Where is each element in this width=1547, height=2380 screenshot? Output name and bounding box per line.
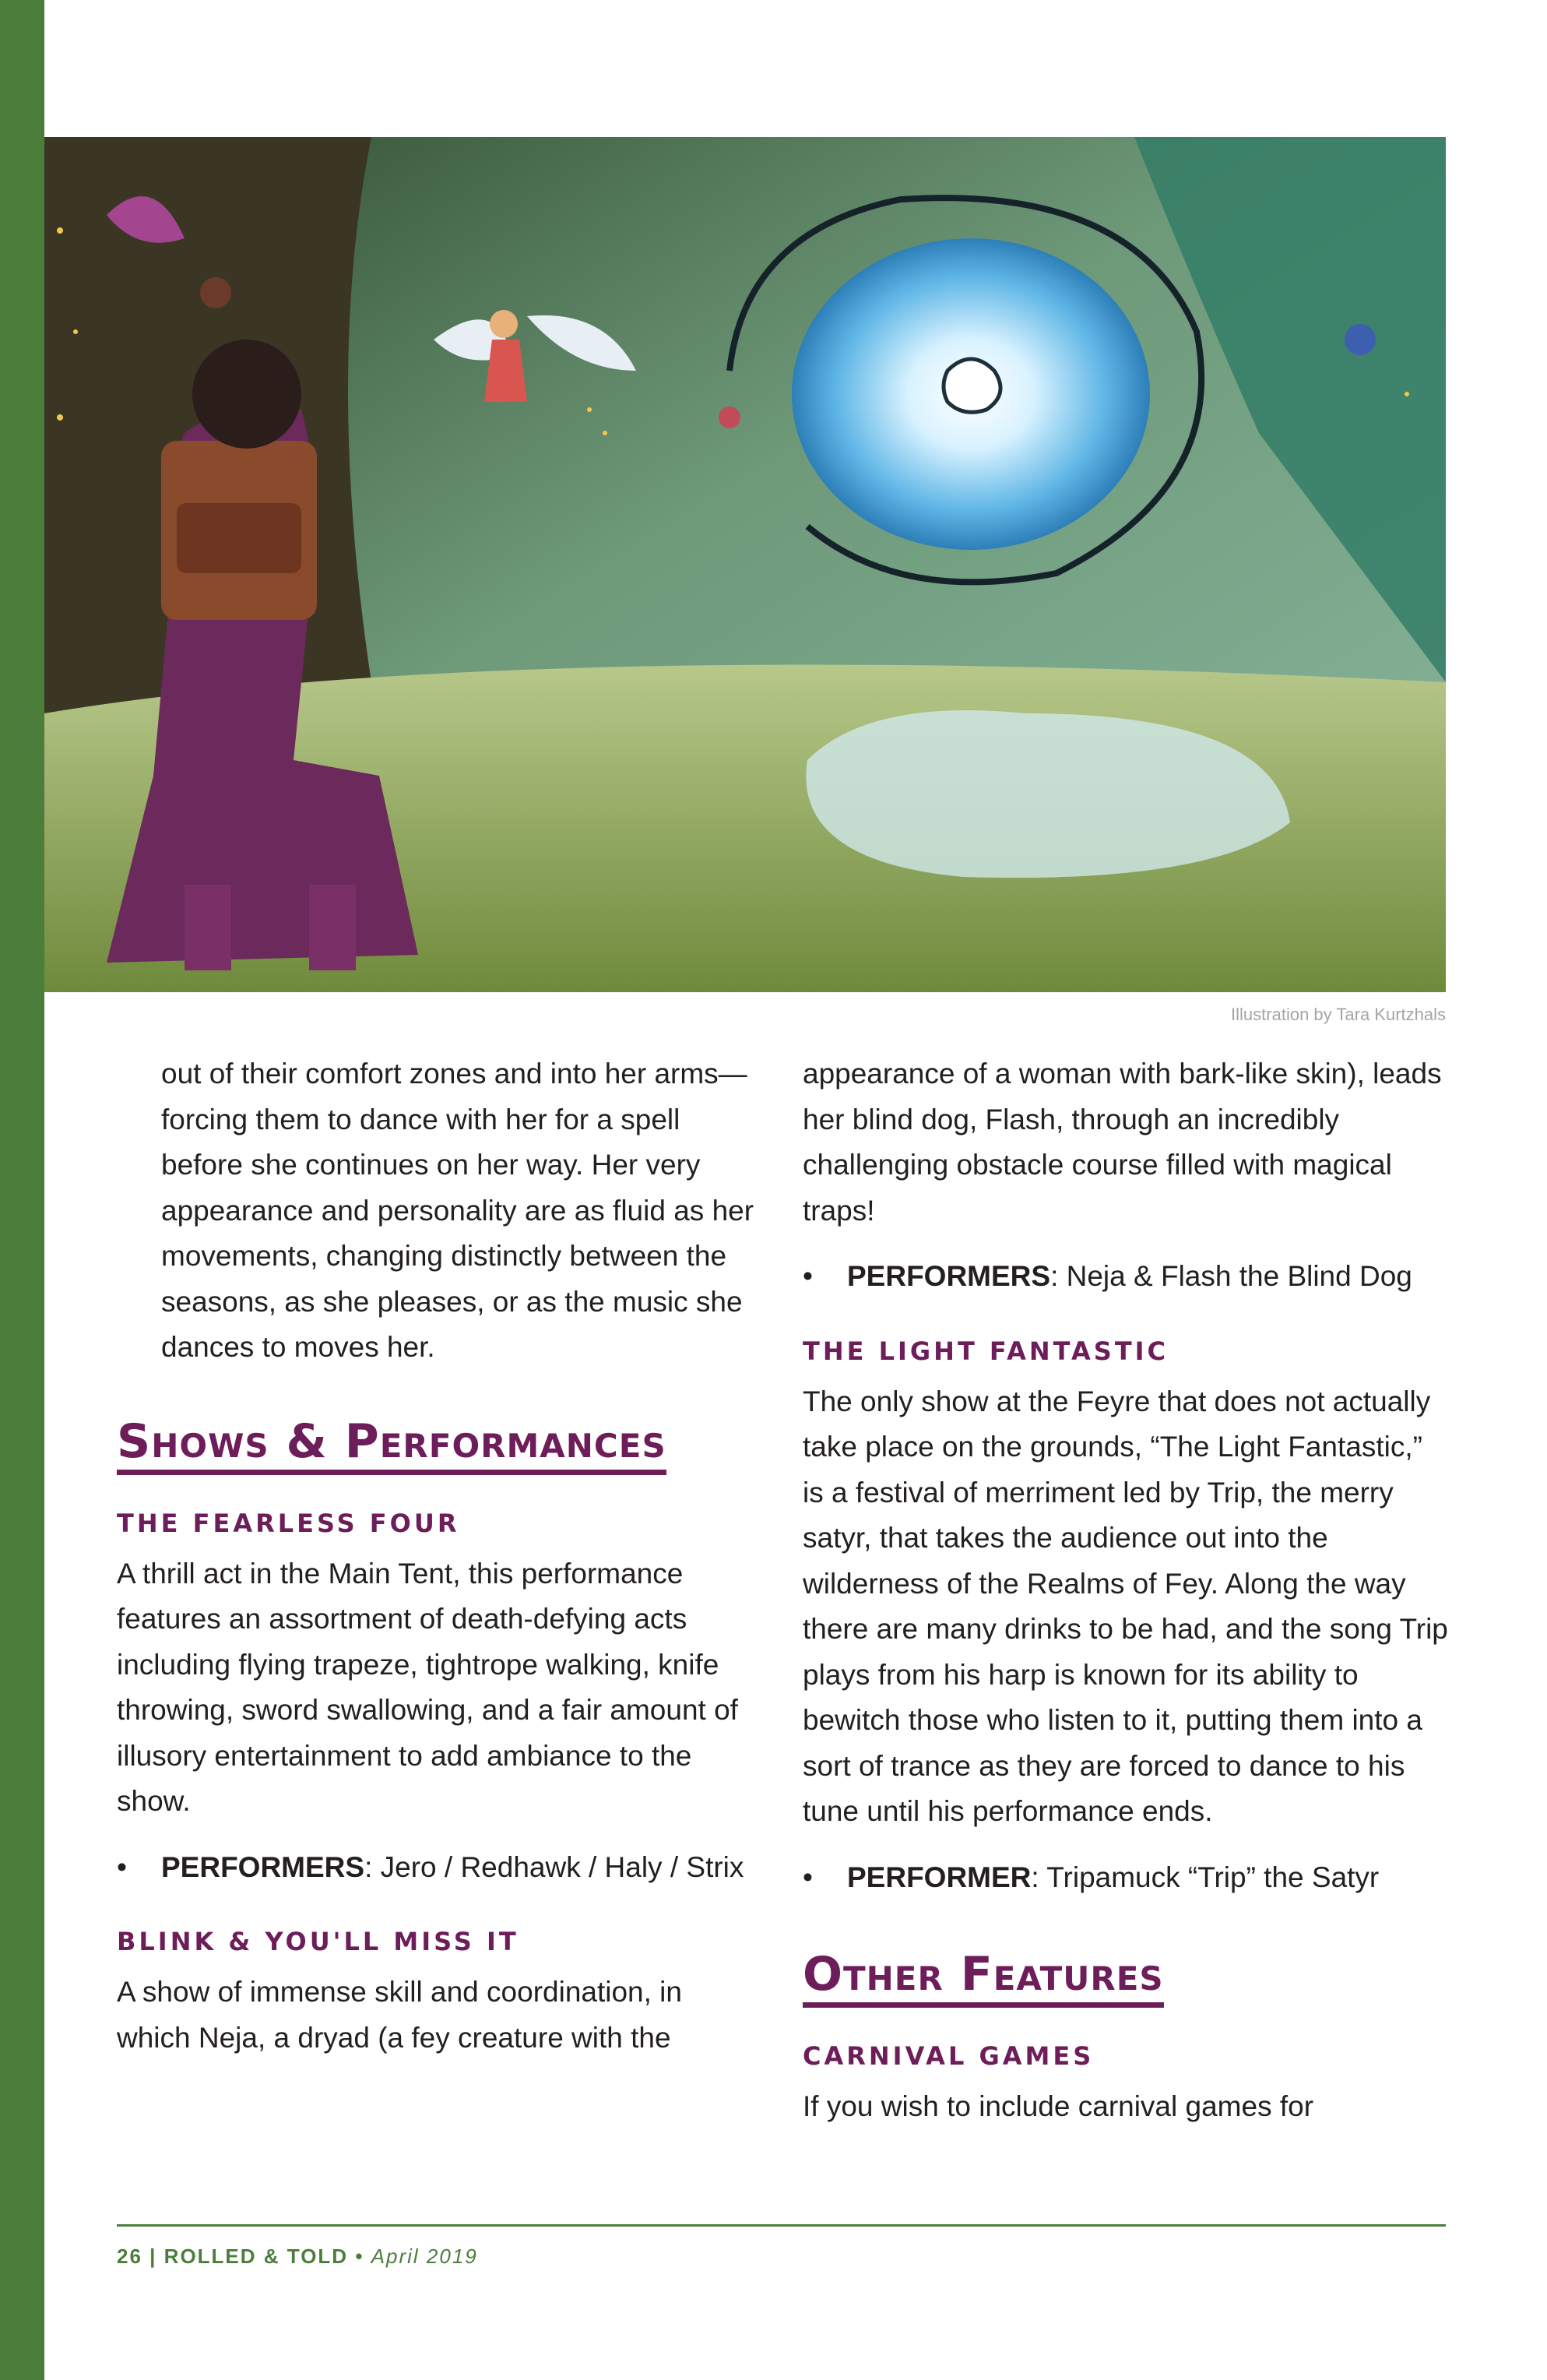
footer-rule [117, 2224, 1446, 2227]
page-footer [117, 2244, 478, 2269]
performers-label: PERFORMERS [161, 1850, 365, 1883]
fearless-four-heading: THE FEARLESS FOUR [117, 1508, 460, 1538]
page-number: 26 [117, 2244, 142, 2268]
performers-label: PERFORMERS [847, 1260, 1051, 1292]
performer-value: : Tripamuck “Trip” the Satyr [1031, 1861, 1380, 1893]
fairy-grotto-illustration [44, 137, 1446, 992]
light-fantastic-performer [803, 1855, 1449, 1901]
bullet-glyph: • [117, 1850, 127, 1883]
footer-separator: | [149, 2244, 157, 2268]
performer-label: PERFORMER [847, 1861, 1032, 1893]
magazine-name: ROLLED & TOLD [163, 2244, 349, 2268]
side-color-bar [0, 0, 44, 2380]
footer-bullet: • [355, 2244, 364, 2268]
blink-paragraph: A show of immense skill and coordination, in which Neja, a dryad (a fey creature with the [117, 1976, 682, 2054]
carnival-games-paragraph: If you wish to include carnival games for [803, 2090, 1314, 2122]
issue-date: April 2019 [371, 2244, 478, 2268]
other-features-heading: Other Features [803, 1950, 1164, 2008]
bullet-glyph: • [803, 1861, 813, 1893]
illustration-credit: Illustration by Tara Kurtzhals [1231, 1005, 1446, 1024]
fearless-four-performers [117, 1845, 763, 1891]
left-column [117, 1051, 763, 2081]
bullet-glyph: • [803, 1260, 813, 1292]
shows-performances-heading: Shows & Performances [117, 1417, 666, 1475]
light-fantastic-heading: THE LIGHT FANTASTIC [803, 1336, 1169, 1366]
blink-continued-paragraph: appearance of a woman with bark-like skin), leads her blind dog, Flash, through an incredibly challenging obstacle course filled with magical traps! [803, 1058, 1442, 1227]
blink-performers [803, 1254, 1449, 1300]
performers-value: : Neja & Flash the Blind Dog [1050, 1260, 1412, 1292]
right-column [803, 1051, 1449, 2150]
light-fantastic-paragraph: The only show at the Feyre that does not actually take place on the grounds, “The Light Fantastic,” is a festival of merriment led by Trip, the merry satyr, that takes the audience out into the wilderness of the Realms of Fey. Along the way there are many drinks to be had, and the song Trip plays from his harp is known for its ability to bewitch those who listen to it, putting them into a sort of trance as they are forced to dance to his tune until his performance ends. [803, 1385, 1448, 1827]
performers-value: : Jero / Redhawk / Haly / Strix [364, 1850, 744, 1883]
carnival-games-heading: CARNIVAL GAMES [803, 2041, 1095, 2071]
fearless-four-paragraph: A thrill act in the Main Tent, this performance features an assortment of death-defying acts including flying trapeze, tightrope walking, knife throwing, sword swallowing, and a fair amount of illusory entertainment to add ambiance to the show. [117, 1557, 738, 1817]
blink-heading: BLINK & YOU'LL MISS IT [117, 1927, 519, 1956]
intro-paragraph: out of their comfort zones and into her arms—forcing them to dance with her for a spell before she continues on her way. Her very appearance and personality are as fluid as her movements, changing distinctly between the seasons, as she pleases, or as the music she dances to moves her. [161, 1058, 754, 1363]
